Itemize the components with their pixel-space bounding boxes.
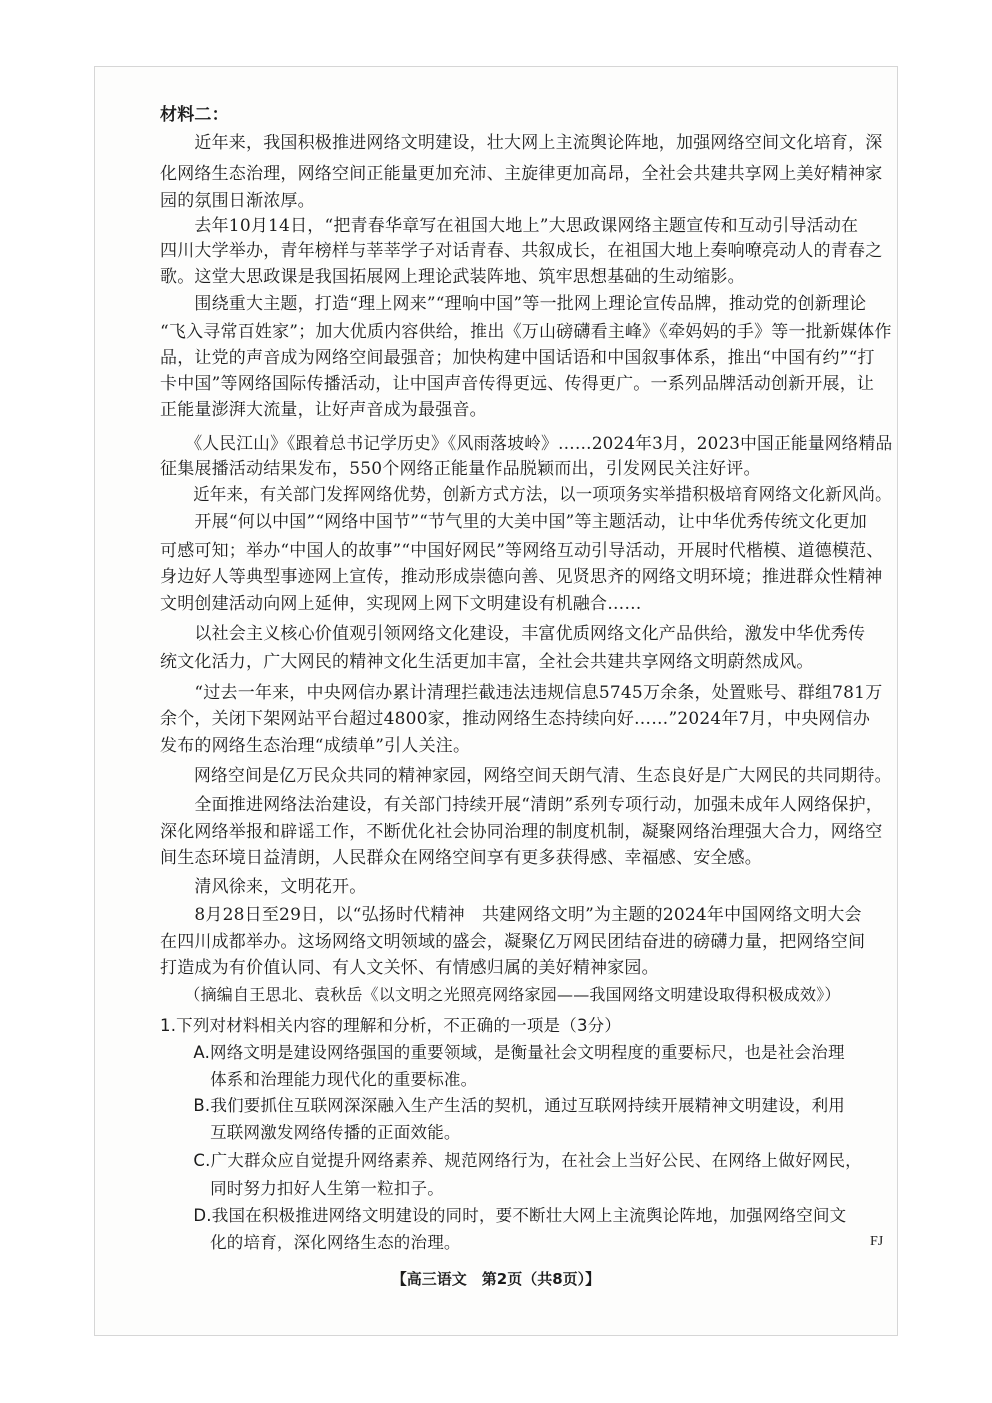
option-c-line: C.广大群众应自觉提升网络素养、规范网络行为，在社会上当好公民、在网络上做好网民， [160, 1151, 862, 1170]
passage-line: 近年来，有关部门发挥网络优势，创新方式方法，以一项项务实举措积极培育网络文化新风尚。 [160, 485, 892, 505]
passage-line: 可感可知；举办“中国人的故事”“中国好网民”等网络互动引导活动，开展时代楷模、道德模范、 [160, 541, 884, 561]
passage-line: 在四川成都举办。这场网络文明领域的盛会，凝聚亿万网民团结奋进的磅礴力量，把网络空间 [160, 932, 866, 952]
passage-line: “飞入寻常百姓家”；加大优质内容供给，推出《万山磅礴看主峰》《牵妈妈的手》等一批新媒体作 [160, 322, 892, 342]
option-b-line: B.我们要抓住互联网深深融入生产生活的契机，通过互联网持续开展精神文明建设，利用 [160, 1096, 845, 1115]
option-c-line: 同时努力扣好人生第一粒扣子。 [160, 1179, 444, 1198]
passage-line: 围绕重大主题，打造“理上网来”“理响中国”等一批网上理论宣传品牌，推动党的创新理论 [160, 294, 867, 314]
material-heading: 材料二： [160, 105, 229, 125]
passage-line: 园的氛围日渐浓厚。 [160, 191, 315, 211]
option-b-line: 互联网激发网络传播的正面效能。 [160, 1123, 461, 1142]
passage-line: 发布的网络生态治理“成绩单”引人关注。 [160, 736, 471, 756]
passage-line: 化网络生态治理，网络空间正能量更加充沛、主旋律更加高昂，全社会共建共享网上美好精神家 [160, 164, 883, 184]
option-a-line: A.网络文明是建设网络强国的重要领域，是衡量社会文明程度的重要标尺，也是社会治理 [160, 1043, 845, 1062]
passage-line: 征集展播活动结果发布，550个网络正能量作品脱颖而出，引发网民关注好评。 [160, 459, 761, 479]
passage-line: 全面推进网络法治建设，有关部门持续开展“清朗”系列专项行动，加强未成年人网络保护， [160, 795, 883, 815]
passage-line: “过去一年来，中央网信办累计清理拦截违法违规信息5745万余条，处置账号、群组781万 [160, 683, 883, 703]
passage-line: 开展“何以中国”“网络中国节”“节气里的大美中国”等主题活动，让中华优秀传统文化更加 [160, 512, 867, 532]
question-stem: 1.下列对材料相关内容的理解和分析，不正确的一项是（3分） [160, 1016, 622, 1035]
passage-line: 去年10月14日，“把青春华章写在祖国大地上”大思政课网络主题宣传和互动引导活动在 [160, 216, 859, 236]
passage-line: 间生态环境日益清朗，人民群众在网络空间享有更多获得感、幸福感、安全感。 [160, 848, 762, 868]
passage-line: 统文化活力，广大网民的精神文化生活更加丰富，全社会共建共享网络文明蔚然成风。 [160, 652, 814, 672]
passage-line: 文明创建活动向网上延伸，实现网上网下文明建设有机融合…… [160, 594, 642, 614]
passage-line: 歌。这堂大思政课是我国拓展网上理论武装阵地、筑牢思想基础的生动缩影。 [160, 267, 745, 287]
source-citation: （摘编自王思北、袁秋岳《以文明之光照亮网络家园——我国网络文明建设取得积极成效》） [160, 985, 841, 1004]
page-footer: 【高三语文 第2页（共8页）】 [391, 1270, 601, 1288]
passage-line: 以社会主义核心价值观引领网络文化建设，丰富优质网络文化产品供给，激发中华优秀传 [160, 624, 866, 644]
passage-line: 深化网络举报和辟谣工作，不断优化社会协同治理的制度机制，凝聚网络治理强大合力，网络空 [160, 822, 883, 842]
option-d-line: D.我国在积极推进网络文明建设的同时，要不断壮大网上主流舆论阵地，加强网络空间文 [160, 1206, 847, 1225]
passage-line: 品，让党的声音成为网络空间最强音；加快构建中国话语和中国叙事体系，推出“中国有约”“打 [160, 348, 875, 368]
passage-line: 身边好人等典型事迹网上宣传，推动形成崇德向善、见贤思齐的网络文明环境；推进群众性精神 [160, 567, 883, 587]
passage-line: 清风徐来，文明花开。 [160, 877, 367, 897]
option-d-line: 化的培育，深化网络生态的治理。 [160, 1233, 461, 1252]
passage-line: 四川大学举办，青年榜样与莘莘学子对话青春、共叙成长，在祖国大地上奏响嘹亮动人的青春之 [160, 241, 883, 261]
passage-line: 网络空间是亿万民众共同的精神家园，网络空间天朗气清、生态良好是广大网民的共同期待。 [160, 766, 892, 786]
passage-line: 近年来，我国积极推进网络文明建设，壮大网上主流舆论阵地，加强网络空间文化培育，深 [160, 133, 883, 153]
passage-line: 8月28日至29日，以“弘扬时代精神 共建网络文明”为主题的2024年中国网络文明大会 [160, 905, 862, 925]
passage-line: 余个，关闭下架网站平台超过4800家，推动网络生态持续向好……”2024年7月，中央网信办 [160, 709, 871, 729]
option-a-line: 体系和治理能力现代化的重要标准。 [160, 1070, 478, 1089]
passage-line: 正能量澎湃大流量，让好声音成为最强音。 [160, 400, 487, 420]
passage-line: 打造成为有价值认同、有人文关怀、有情感归属的美好精神家园。 [160, 958, 659, 978]
paper-code: FJ [870, 1234, 884, 1249]
passage-line: 《人民江山》《跟着总书记学历史》《风雨落坡岭》……2024年3月，2023中国正能量网络精品 [160, 434, 893, 454]
passage-line: 卡中国”等网络国际传播活动，让中国声音传得更远、传得更广。一系列品牌活动创新开展，让 [160, 374, 875, 394]
